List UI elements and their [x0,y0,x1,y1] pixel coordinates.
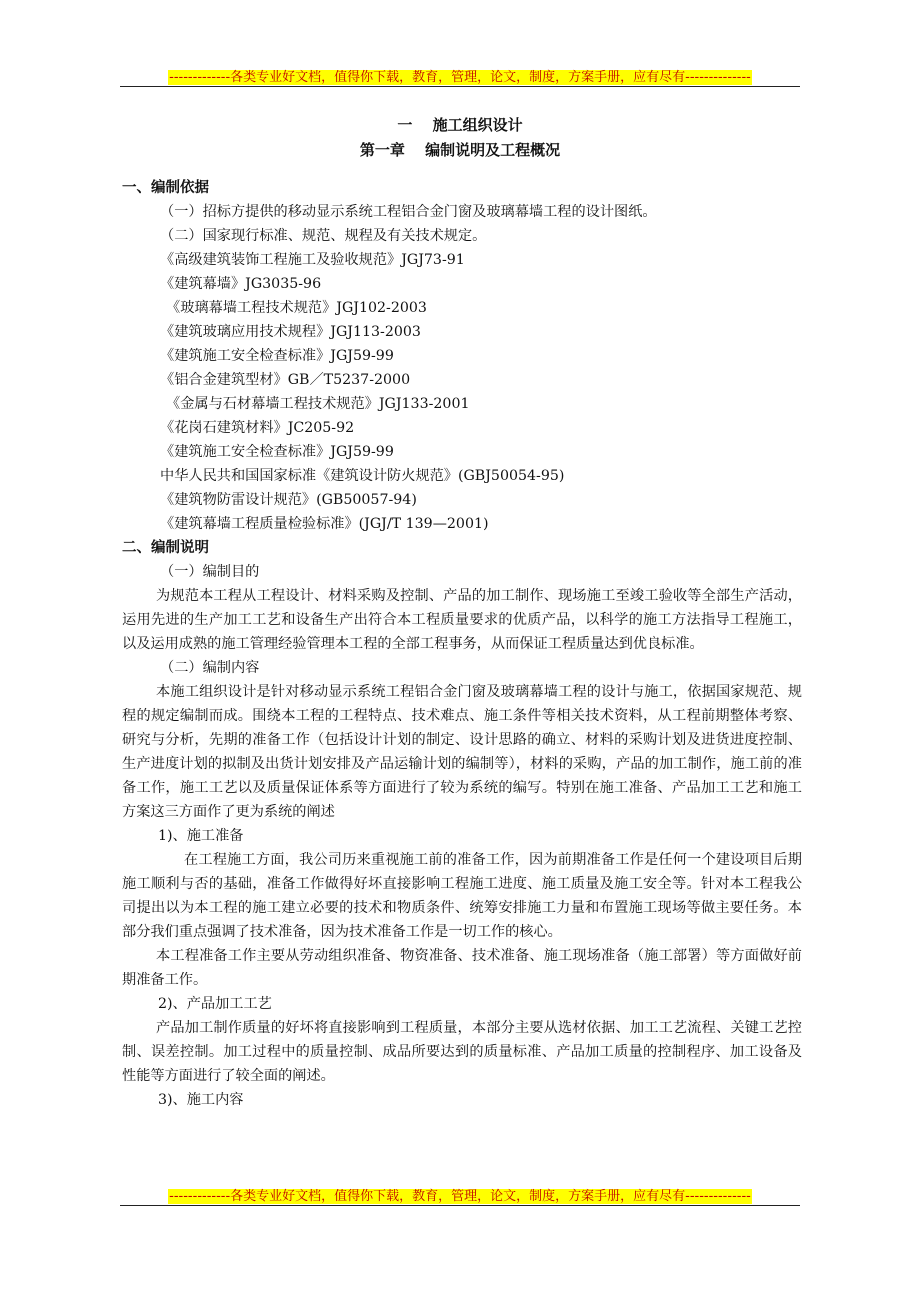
basis-item-1: （一）招标方提供的移动显示系统工程铝合金门窗及玻璃幕墙工程的设计图纸。 [160,204,657,220]
basis-item-2: （二）国家现行标准、规范、规程及有关技术规定。 [160,228,487,244]
item-construction-prep: 1)、施工准备 [158,828,244,844]
standard-ref: 《建筑玻璃应用技术规程》JGJ113-2003 [160,324,421,340]
item-product-process: 2)、产品加工工艺 [158,996,272,1012]
footer-divider [120,1205,800,1206]
standard-ref: 中华人民共和国国家标准《建筑设计防火规范》(GBJ50054-95) [160,468,565,484]
header-divider [120,86,800,87]
paragraph-construction-prep: 在工程施工方面，我公司历来重视施工前的准备工作，因为前期准备工作是任何一个建设项目后期施工顺利与否的基础，准备工作做得好坏直接影响工程施工进度、施工质量及施工安全等。针对本工程我公司提出以为本工程的施工建立必要的技术和物质条件、统筹安排施工力量和布置施工现场等做主要任务。本部分我们重点强调了技术准备，因为技术准备工作是一切工作的核心。 [122,852,802,940]
standard-ref: 《玻璃幕墙工程技术规范》JGJ102-2003 [166,300,427,316]
item-construction-content: 3)、施工内容 [158,1092,244,1108]
document-title: 一 施工组织设计 [397,116,523,134]
chapter-title: 第一章 编制说明及工程概况 [359,141,561,159]
standard-ref: 《金属与石材幕墙工程技术规范》JGJ133-2001 [166,396,470,412]
standard-ref: 《高级建筑装饰工程施工及验收规范》JGJ73-91 [160,252,465,268]
paragraph-purpose: 为规范本工程从工程设计、材料采购及控制、产品的加工制作、现场施工至竣工验收等全部生产活动，运用先进的生产加工工艺和设备生产出符合本工程质量要求的优质产品，以科学的施工方法指导工程施工，以及运用成熟的施工管理经验管理本工程的全部工程事务，从而保证工程质量达到优良标准。 [122,588,802,652]
standard-ref: 《建筑施工安全检查标准》JGJ59-99 [160,444,394,460]
subheading-content: （二）编制内容 [160,660,260,676]
subheading-purpose: （一）编制目的 [160,564,260,580]
footer-banner-text: -------------各类专业好文档，值得你下载，教育，管理，论文，制度，方案手册，应有尽有-------------- [169,1189,751,1204]
document-body [122,176,802,1112]
standard-ref: 《建筑施工安全检查标准》JGJ59-99 [160,348,394,364]
section-heading-notes: 二、编制说明 [122,540,209,556]
standard-ref: 《建筑幕墙》JG3035-96 [160,276,322,292]
standard-ref: 《建筑物防雷设计规范》(GB50057-94) [160,492,417,508]
standard-ref: 《建筑幕墙工程质量检验标准》(JGJ/T 139—2001) [160,516,489,532]
footer-banner [0,1185,920,1205]
standard-ref: 《铝合金建筑型材》GB／T5237-2000 [160,372,411,388]
paragraph-prep-scope: 本工程准备工作主要从劳动组织准备、物资准备、技术准备、施工现场准备（施工部署）等方面做好前期准备工作。 [122,948,802,988]
header-banner-text: -------------各类专业好文档，值得你下载，教育，管理，论文，制度，方案手册，应有尽有-------------- [169,70,751,85]
paragraph-content: 本施工组织设计是针对移动显示系统工程铝合金门窗及玻璃幕墙工程的设计与施工，依据国家规范、规程的规定编制而成。围绕本工程的工程特点、技术难点、施工条件等相关技术资料，从工程前期整体考察、研究与分析，先期的准备工作（包括设计计划的制定、设计思路的确立、材料的采购计划及进货进度控制、生产进度计划的拟制及出货计划安排及产品运输计划的编制等），材料的采购，产品的加工制作，施工前的准备工作，施工工艺以及质量保证体系等方面进行了较为系统的编写。特别在施工准备、产品加工工艺和施工方案这三方面作了更为系统的阐述 [122,684,802,820]
standard-ref: 《花岗石建筑材料》JC205-92 [160,420,355,436]
header-banner [0,66,920,86]
paragraph-product-process: 产品加工制作质量的好坏将直接影响到工程质量，本部分主要从选材依据、加工工艺流程、关键工艺控制、误差控制。加工过程中的质量控制、成品所要达到的质量标准、产品加工质量的控制程序、加工设备及性能等方面进行了较全面的阐述。 [122,1020,802,1084]
standards-list [122,248,802,536]
section-heading-basis: 一、编制依据 [122,180,209,196]
